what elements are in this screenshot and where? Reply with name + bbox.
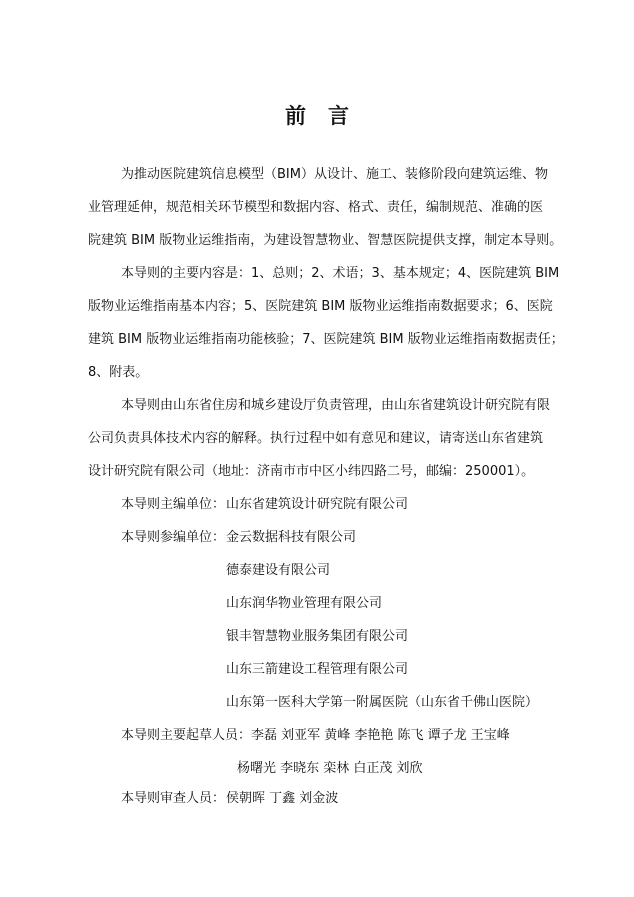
participating-unit: 山东第一医科大学第一附属医院（山东省千佛山医院）	[226, 695, 539, 710]
drafters-line-2: 杨曙光 李晓东 栾林 白正茂 刘欣	[237, 761, 423, 776]
participating-unit: 德泰建设有限公司	[226, 563, 331, 578]
paragraph-1-line-3: 院建筑 BIM 版物业运维指南，为建设智慧物业、智慧医院提供支撑，制定本导则。	[88, 233, 563, 248]
participating-unit: 山东润华物业管理有限公司	[226, 596, 383, 611]
page-title: 前言	[285, 103, 371, 128]
paragraph-3-line-3: 设计研究院有限公司（地址：济南市市中区小纬四路二号，邮编：250001）。	[88, 464, 535, 479]
participating-units-label: 本导则参编单位：	[121, 530, 226, 545]
participating-unit: 银丰智慧物业服务集团有限公司	[226, 629, 409, 644]
chief-editor-label: 本导则主编单位：	[121, 497, 226, 512]
paragraph-3-line-1: 本导则由山东省住房和城乡建设厅负责管理，由山东省建筑设计研究院有限	[121, 398, 551, 413]
participating-unit: 山东三箭建设工程管理有限公司	[226, 662, 409, 677]
paragraph-2-line-3: 建筑 BIM 版物业运维指南功能核验；7、医院建筑 BIM 版物业运维指南数据责任；	[88, 332, 564, 347]
chief-editor-value: 山东省建筑设计研究院有限公司	[226, 497, 409, 512]
reviewers-value: 侯朝晖 丁鑫 刘金波	[226, 791, 339, 806]
participating-unit: 金云数据科技有限公司	[226, 530, 357, 545]
paragraph-1-line-1: 为推动医院建筑信息模型（BIM）从设计、施工、装修阶段向建筑运维、物	[121, 167, 548, 182]
paragraph-3-line-2: 公司负责具体技术内容的解释。执行过程中如有意见和建议，请寄送山东省建筑	[88, 431, 544, 446]
paragraph-2-line-4: 8、附表。	[88, 365, 149, 380]
paragraph-1-line-2: 业管理延伸，规范相关环节模型和数据内容、格式、责任，编制规范、准确的医	[88, 200, 544, 215]
drafters-label: 本导则主要起草人员：	[121, 728, 252, 743]
paragraph-2-line-1: 本导则的主要内容是：1、总则；2、术语；3、基本规定；4、医院建筑 BIM	[121, 266, 560, 281]
reviewers-label: 本导则审查人员：	[121, 791, 226, 806]
drafters-line-1: 李磊 刘亚军 黄峰 李艳艳 陈飞 谭子龙 王宝峰	[251, 728, 510, 743]
paragraph-2-line-2: 版物业运维指南基本内容；5、医院建筑 BIM 版物业运维指南数据要求；6、医院	[88, 299, 553, 314]
